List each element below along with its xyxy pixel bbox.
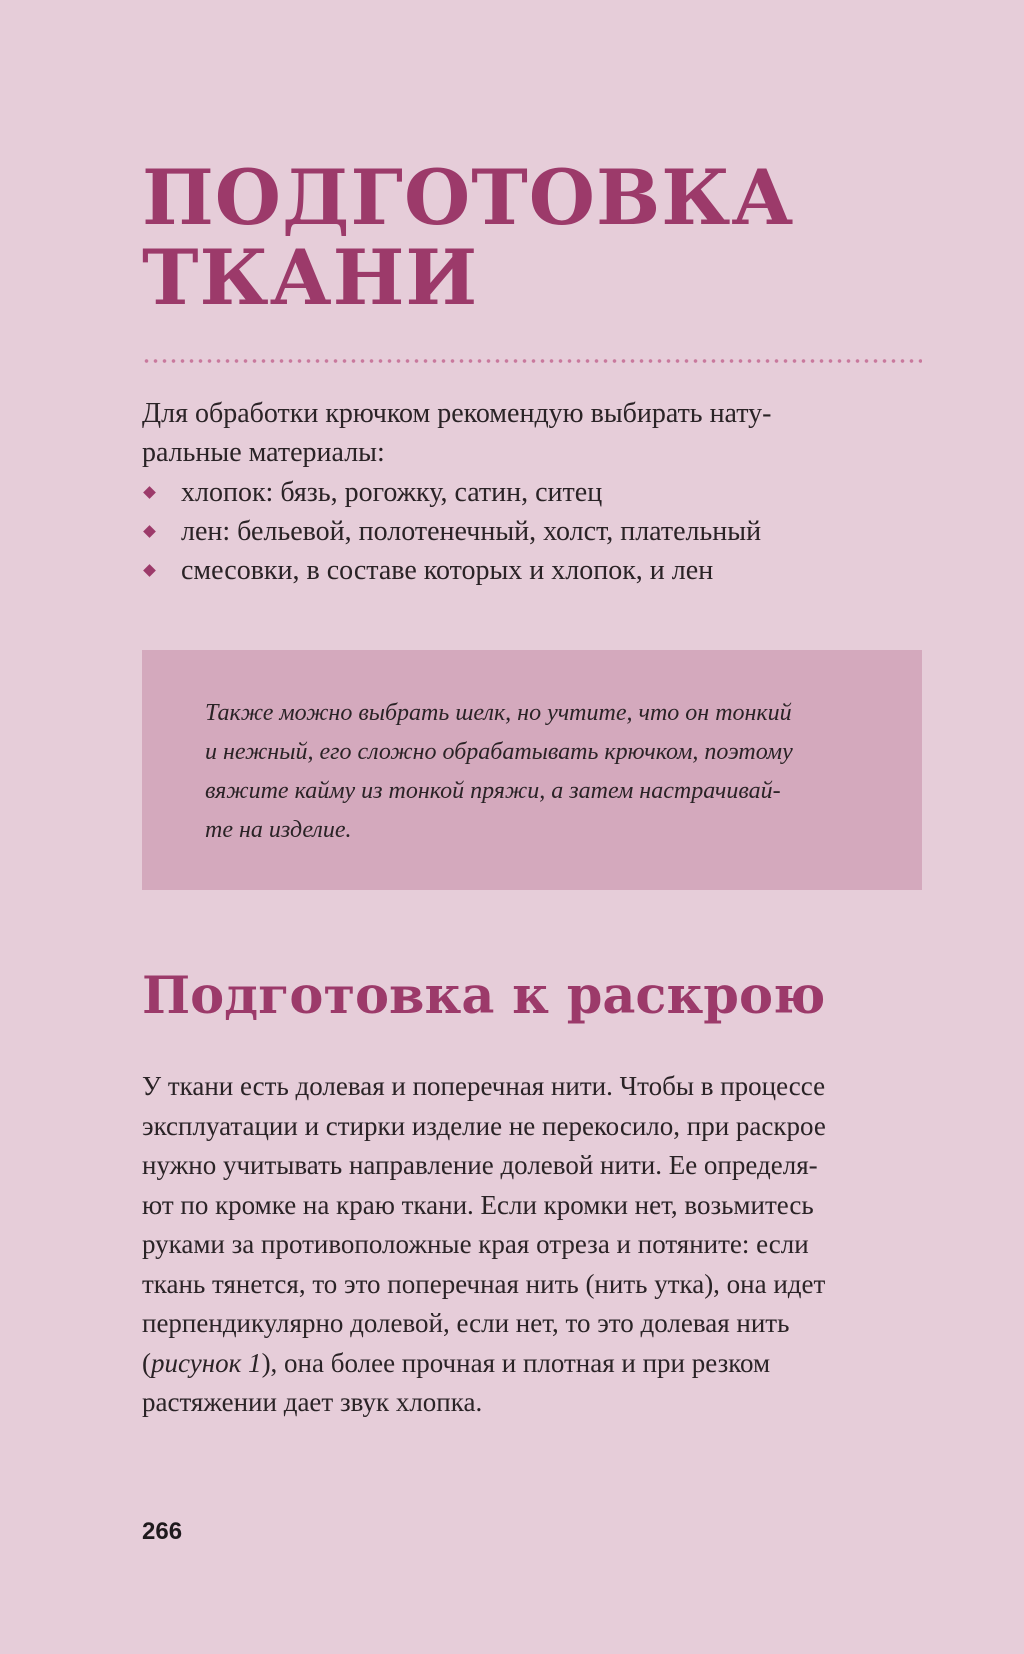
- diamond-bullet-icon: [143, 564, 156, 577]
- page-title-line-1: ПОДГОТОВКА: [142, 153, 795, 242]
- intro-line-1: Для обработки крючком рекомендую выбирать нату-: [142, 398, 772, 429]
- paren-open: (: [142, 1347, 151, 1378]
- paragraph-line-5: руками за противоположные края отреза и потяните: если: [142, 1229, 809, 1259]
- list-item-text: смесовки, в составе которых и хлопок, и лен: [181, 555, 714, 586]
- list-item-text: хлопок: бязь, рогожку, сатин, ситец: [181, 477, 603, 508]
- page-number: 266: [142, 1518, 183, 1545]
- note-box: [142, 650, 922, 890]
- list-item: [142, 473, 761, 512]
- section-paragraph: [142, 1067, 922, 1423]
- diamond-bullet-icon: [143, 525, 156, 538]
- list-item-text: лен: бельевой, полотенечный, холст, плательный: [181, 516, 762, 547]
- paragraph-line-6: ткань тянется, то это поперечная нить (нить утка), она идет: [142, 1268, 826, 1299]
- page-title-line-2: ТКАНИ: [142, 233, 479, 322]
- page-title: [142, 153, 795, 322]
- diamond-bullet-icon: [143, 486, 156, 499]
- section-title: Подготовка к раскрою: [142, 966, 826, 1026]
- note-line-4: те на изделие.: [205, 817, 352, 843]
- paragraph-line-4: ют по кромке на краю ткани. Если кромки нет, возьмитесь: [142, 1189, 814, 1220]
- materials-list: [142, 473, 761, 590]
- paragraph-line-8: [142, 1344, 922, 1384]
- paragraph-line-7: перпендикулярно долевой, если нет, то это долевая нить: [142, 1308, 790, 1338]
- paragraph-line-9: растяжении дает звук хлопка.: [142, 1387, 483, 1417]
- intro-line-2: ральные материалы:: [142, 437, 385, 468]
- paragraph-line-8-rest: ), она более прочная и плотная и при резком: [261, 1347, 771, 1378]
- paragraph-line-3: нужно учитывать направление долевой нити. Ее определя-: [142, 1150, 818, 1180]
- intro-paragraph: [142, 394, 922, 472]
- dotted-divider: [142, 358, 922, 364]
- note-line-2: и нежный, его сложно обрабатывать крючком, поэтому: [205, 739, 793, 765]
- note-text: [205, 694, 875, 850]
- note-line-1: Также можно выбрать шелк, но учтите, что он тонкий: [205, 700, 792, 726]
- paragraph-line-2: эксплуатации и стирки изделие не перекосило, при раскрое: [142, 1110, 826, 1141]
- list-item: [142, 551, 761, 590]
- list-item: [142, 512, 761, 551]
- figure-reference: рисунок 1: [151, 1347, 262, 1378]
- note-line-3: вяжите кайму из тонкой пряжи, а затем настрачивай-: [205, 778, 781, 804]
- paragraph-line-1: У ткани есть долевая и поперечная нити. Чтобы в процессе: [142, 1071, 826, 1101]
